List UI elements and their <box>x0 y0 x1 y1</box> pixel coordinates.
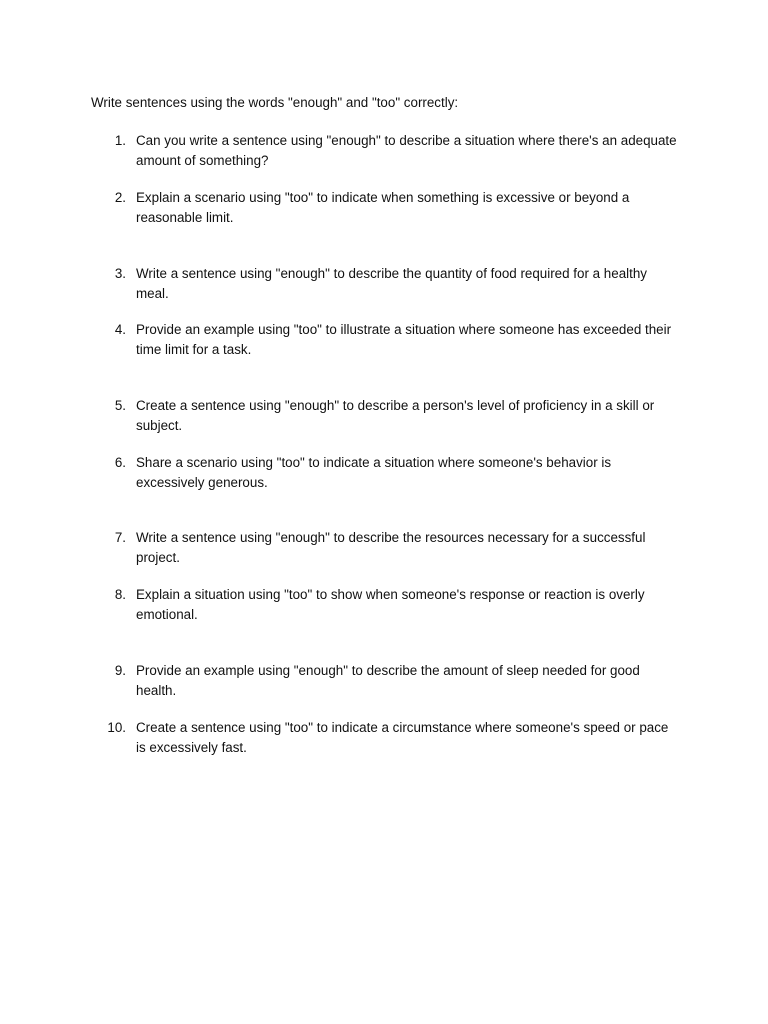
item-number: 9. <box>114 663 126 678</box>
item-text: Write a sentence using "enough" to describe the resources necessary for a successful project. <box>136 530 646 565</box>
item-number: 7. <box>114 530 126 545</box>
item-text: Write a sentence using "enough" to describe the quantity of food required for a healthy meal. <box>136 266 647 301</box>
item-text: Can you write a sentence using "enough" to describe a situation where there's an adequate amount of something? <box>136 133 677 168</box>
instructions-heading: Write sentences using the words "enough" and "too" correctly: <box>91 95 459 110</box>
item-text: Create a sentence using "too" to indicate a circumstance where someone's speed or pace is excessively fast. <box>136 720 669 755</box>
item-text: Explain a situation using "too" to show when someone's response or reaction is overly emotional. <box>136 587 645 622</box>
item-number: 6. <box>114 455 126 470</box>
item-number: 2. <box>114 190 126 205</box>
item-number: 5. <box>114 398 126 413</box>
item-text: Explain a scenario using "too" to indicate when something is excessive or beyond a reasonable limit. <box>136 190 630 225</box>
item-text: Provide an example using "too" to illustrate a situation where someone has exceeded their time limit for a task. <box>136 322 672 357</box>
item-number: 4. <box>114 322 126 337</box>
item-number: 1. <box>114 133 126 148</box>
item-number: 3. <box>114 266 126 281</box>
item-number: 8. <box>114 587 126 602</box>
item-text: Create a sentence using "enough" to describe a person's level of proficiency in a skill or subject. <box>136 398 655 433</box>
item-text: Provide an example using "enough" to describe the amount of sleep needed for good health. <box>136 663 640 698</box>
item-number: 10. <box>107 720 126 735</box>
item-text: Share a scenario using "too" to indicate a situation where someone's behavior is excessively generous. <box>136 455 612 490</box>
